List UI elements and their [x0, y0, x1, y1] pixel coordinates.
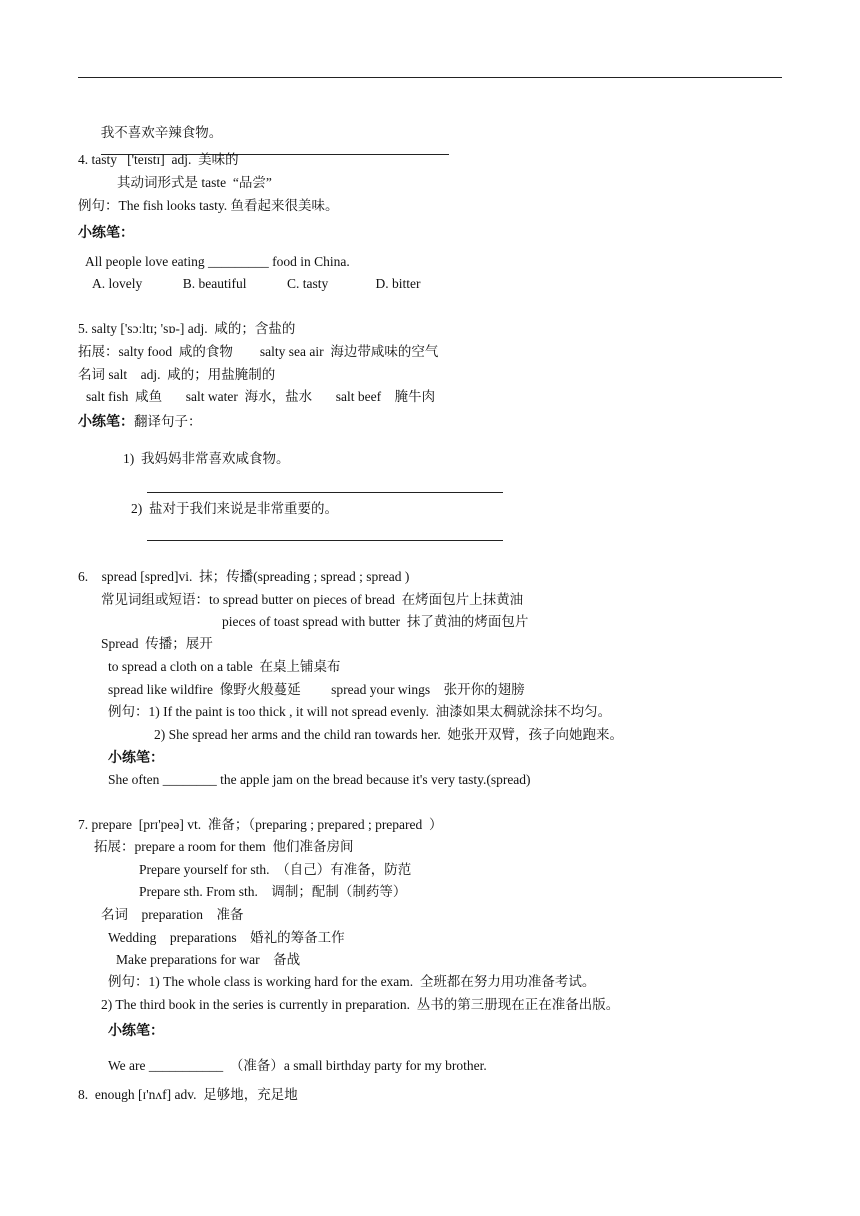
exercise-question: We are ___________ （准备）a small birthday party for my brother.	[108, 1058, 487, 1073]
noun-form-line: 名词 salt adj. 咸的；用盐腌制的	[78, 367, 276, 382]
extension-line: 拓展：prepare a room for them 他们准备房间	[94, 839, 354, 854]
extension-line: Prepare yourself for sth. （自己）有准备，防范	[139, 862, 412, 877]
common-phrases: 常见词组或短语：to spread butter on pieces of bread 在烤面包片上抹黄油	[101, 592, 524, 607]
exercise-question: All people love eating _________ food in China.	[85, 254, 350, 269]
translation-item-1: 1) 我妈妈非常喜欢咸食物。	[123, 451, 290, 466]
answer-options: A. lovely B. beautiful C. tasty D. bitter	[92, 276, 421, 291]
entry-prepare: 7. prepare [prɪ'peə] vt. 准备；（preparing ; prepared ; prepared ）	[78, 817, 443, 832]
exercise-heading: 小练笔：	[108, 750, 164, 766]
answer-line-2[interactable]	[147, 540, 503, 541]
prompt-text: 我不喜欢辛辣食物。	[100, 125, 223, 140]
example-sentence-2: 2) She spread her arms and the child ran towards her. 她张开双臂，孩子向她跑来。	[154, 727, 624, 742]
verb-form-note: 其动词形式是 taste “品尝”	[117, 175, 272, 190]
translation-item-2: 2) 盐对于我们来说是非常重要的。	[131, 501, 338, 516]
example-sentence-1: 例句：1) If the paint is too thick , it will not spread evenly. 油漆如果太稠就涂抹不均匀。	[108, 704, 612, 719]
entry-tasty: 4. tasty ['teɪstɪ] adj. 美味的	[78, 152, 239, 167]
noun-form-line: 名词 preparation 准备	[101, 907, 244, 922]
answer-line-1[interactable]	[147, 492, 503, 493]
phrase-line: Wedding preparations 婚礼的筹备工作	[108, 930, 345, 945]
example-sentence-1: 例句：1) The whole class is working hard for the exam. 全班都在努力用功准备考试。	[108, 974, 596, 989]
common-phrases-cont: pieces of toast spread with butter 抹了黄油的烤面包片	[222, 614, 529, 629]
exercise-heading-line	[78, 413, 202, 431]
extension-line: Prepare sth. From sth. 调制；配制（制药等）	[139, 884, 407, 899]
spread-meaning: Spread 传播；展开	[101, 636, 213, 651]
exercise-heading: 小练笔：	[78, 225, 134, 241]
header-rule	[78, 77, 782, 78]
phrase-line: spread like wildfire 像野火般蔓延 spread your wings 张开你的翅膀	[108, 682, 525, 697]
entry-enough: 8. enough [ɪ'nʌf] adv. 足够地，充足地	[78, 1087, 298, 1102]
exercise-heading: 小练笔：	[108, 1023, 164, 1039]
entry-salty: 5. salty ['sɔːltɪ; 'sɒ-] adj. 咸的；含盐的	[78, 321, 296, 336]
example-sentence: 例句：The fish looks tasty. 鱼看起来很美味。	[78, 198, 339, 213]
extension-line: 拓展：salty food 咸的食物 salty sea air 海边带咸味的空气	[78, 344, 439, 359]
phrase-line: to spread a cloth on a table 在桌上铺桌布	[108, 659, 341, 674]
exercise-instruction: 翻译句子：	[134, 414, 202, 429]
example-sentence-2: 2) The third book in the series is currently in preparation. 丛书的第三册现在正在准备出版。	[101, 997, 620, 1012]
exercise-heading: 小练笔：	[78, 414, 134, 430]
phrase-line: Make preparations for war 备战	[116, 952, 301, 967]
entry-spread: 6. spread [spred]vi. 抹；传播(spreading ; spread ; spread )	[78, 569, 410, 584]
phrase-list: salt fish 咸鱼 salt water 海水，盐水 salt beef 腌牛肉	[86, 389, 436, 404]
exercise-question: She often ________ the apple jam on the bread because it's very tasty.(spread)	[108, 772, 531, 787]
